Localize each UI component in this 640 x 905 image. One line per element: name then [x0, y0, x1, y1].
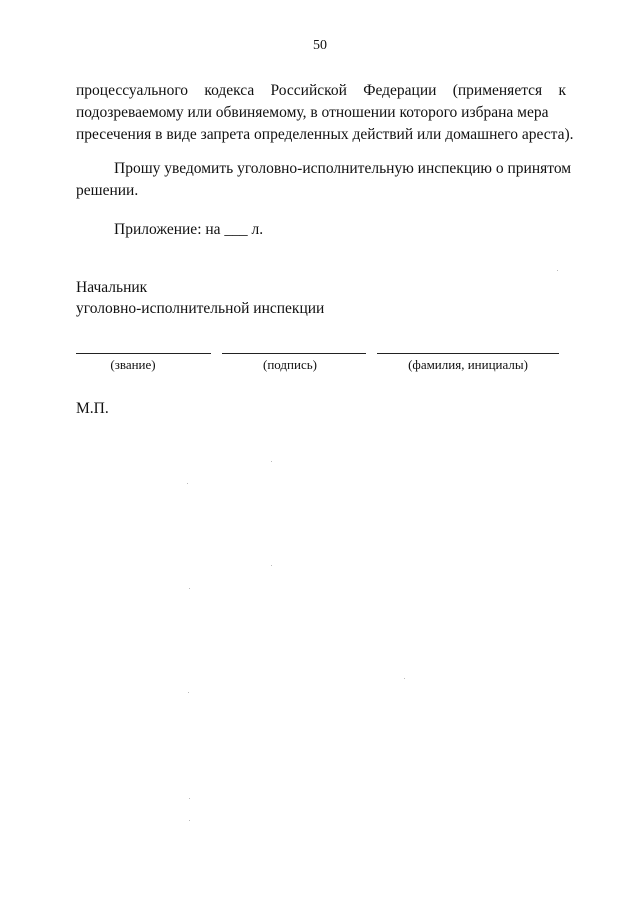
name-line [377, 353, 559, 354]
rank-caption: (звание) [110, 357, 156, 372]
scan-speck [188, 692, 189, 693]
scan-speck [189, 798, 190, 799]
scan-speck [271, 565, 272, 566]
request-line-1: Прошу уведомить уголовно-исполнительную инспекцию о принятом [114, 160, 572, 177]
scan-speck [404, 678, 405, 679]
rank-line [76, 353, 211, 354]
signature-line [222, 353, 366, 354]
seal-mark: М.П. [76, 400, 109, 417]
scan-speck [557, 270, 558, 271]
continuation-line-3: пресечения в виде запрета определенных действий или домашнего ареста). [76, 126, 574, 143]
request-line-2: решении. [76, 182, 139, 199]
scan-speck [189, 588, 190, 589]
position-title-line-2: уголовно-исполнительной инспекции [76, 300, 325, 317]
signature-caption: (подпись) [263, 357, 317, 372]
continuation-line-2: подозреваемому или обвиняемому, в отношении которого избрана мера [76, 104, 549, 121]
page-number: 50 [313, 38, 327, 53]
scan-speck [187, 483, 188, 484]
attachment-line: Приложение: на ___ л. [114, 221, 264, 238]
continuation-line-1: процессуального кодекса Российской Федерации (применяется к [76, 82, 566, 99]
position-title-line-1: Начальник [76, 279, 148, 296]
name-caption: (фамилия, инициалы) [408, 357, 528, 372]
scan-speck [271, 461, 272, 462]
scan-speck [189, 820, 190, 821]
